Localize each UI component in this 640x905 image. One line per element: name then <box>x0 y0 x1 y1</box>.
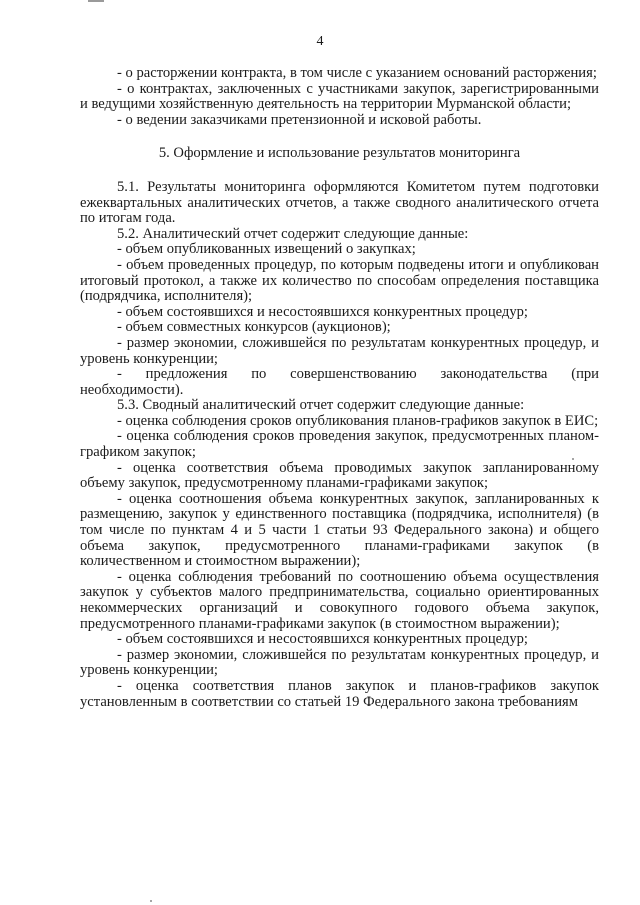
document-body <box>80 66 599 710</box>
paragraph-5-3: 5.3. Сводный аналитический отчет содержит следующие данные: <box>117 397 525 414</box>
paragraph-5-1: 5.1. Результаты мониторинга оформляются Комитетом путем подготовки ежеквартальных аналитических отчетов, а также сводного аналитического отчета по итогам года. <box>80 178 599 227</box>
page-number: 4 <box>316 34 324 49</box>
list-item: - оценка соответствия объема проводимых закупок запланированному объему закупок, предусмотренному планами-графиками закупок; <box>80 459 599 492</box>
list-item: - объем состоявшихся и несостоявшихся конкурентных процедур; <box>117 303 528 320</box>
paragraph-5-2: 5.2. Аналитический отчет содержит следующие данные: <box>117 225 469 242</box>
list-item-contracts-murmansk: - о контрактах, заключенных с участниками закупок, зарегистрированными и ведущими хозяйственную деятельность на территории Мурманской области; <box>80 80 599 113</box>
list-item: - объем состоявшихся и несостоявшихся конкурентных процедур; <box>117 631 528 648</box>
list-item: - оценка соотношения объема конкурентных закупок, запланированных к размещению, закупок у единственного поставщика (подрядчика, исполнителя) (в том числе по пунктам 4 и 5 части 1 статьи 93 Федерального закона) и общего объема закупок, предусмотренного планами-графиками закупок (в количественном и стоимостном выражении); <box>80 490 599 570</box>
list-item: - оценка соответствия планов закупок и планов-графиков закупок установленным в соответствии со статьей 19 Федерального закона требованиям <box>80 677 599 710</box>
list-item: - оценка соблюдения требований по соотношению объема осуществления закупок у субъектов малого предпринимательства, социально ориентированных некоммерческих организаций и совокупного годового объема закупок, предусмотренного планами-графиками закупок (в стоимостном выражении); <box>80 568 599 632</box>
list-item: - объем проведенных процедур, по которым подведены итоги и опубликован итоговый протокол, а также их количество по способам определения поставщика (подрядчика, исполнителя); <box>80 256 599 305</box>
list-item: - объем совместных конкурсов (аукционов); <box>117 319 391 336</box>
scan-edge-mark <box>88 0 104 2</box>
list-item: - предложения по совершенствованию законодательства (при необходимости). <box>80 366 599 398</box>
scan-speck <box>150 900 152 902</box>
list-item: - размер экономии, сложившейся по результатам конкурентных процедур, и уровень конкуренции; <box>80 646 599 679</box>
list-item: - оценка соблюдения сроков проведения закупок, предусмотренных планом-графиком закупок; <box>80 428 599 461</box>
list-item: - размер экономии, сложившейся по результатам конкурентных процедур, и уровень конкуренции; <box>80 334 599 367</box>
list-item-claims-work: - о ведении заказчиками претензионной и исковой работы. <box>117 111 482 128</box>
list-item: - объем опубликованных извещений о закупках; <box>117 241 416 258</box>
section-heading: 5. Оформление и использование результатов мониторинга <box>158 145 521 162</box>
list-item-contract-termination: - о расторжении контракта, в том числе с указанием оснований расторжения; <box>117 65 597 81</box>
list-item: - оценка соблюдения сроков опубликования планов-графиков закупок в ЕИС; <box>117 412 599 429</box>
